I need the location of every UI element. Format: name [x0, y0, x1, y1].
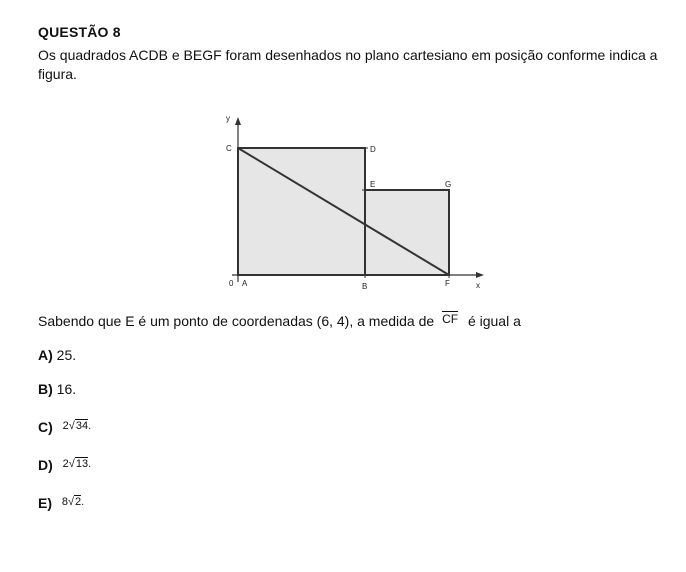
option-value: 2√13.	[62, 458, 92, 470]
y-axis-arrow-icon	[235, 117, 241, 125]
label-y: y	[226, 114, 230, 123]
label-f: F	[445, 279, 450, 288]
option-d[interactable]	[38, 457, 91, 473]
option-value: 16.	[56, 381, 77, 397]
option-letter: E)	[38, 495, 52, 511]
option-letter: D)	[38, 457, 53, 473]
option-b[interactable]	[38, 381, 76, 397]
label-d: D	[370, 145, 376, 154]
squares-figure	[210, 108, 500, 298]
option-a[interactable]	[38, 347, 76, 363]
option-value: 8√2.	[61, 496, 85, 508]
question-intro: Os quadrados ACDB e BEGF foram desenhados no plano cartesiano em posição conforme indica a figura.	[38, 47, 658, 82]
label-g: G	[445, 180, 452, 189]
question-prompt	[38, 313, 521, 329]
prompt-after: é igual a	[467, 313, 521, 329]
option-letter: B)	[38, 381, 53, 397]
x-axis-arrow-icon	[476, 272, 484, 278]
segment-label: CF	[442, 312, 459, 326]
label-a: A	[242, 279, 248, 288]
question-title: QUESTÃO 8	[38, 24, 121, 40]
option-letter: A)	[38, 347, 53, 363]
option-e[interactable]	[38, 495, 84, 511]
option-value: 25.	[56, 347, 77, 363]
option-value: 2√34.	[62, 420, 92, 432]
label-origin: 0	[229, 279, 234, 288]
label-c: C	[226, 144, 232, 153]
prompt-before: Sabendo que E é um ponto de coordenadas (6, 4), a medida de	[38, 313, 435, 329]
option-letter: C)	[38, 419, 53, 435]
square-acdb	[238, 148, 365, 275]
option-c[interactable]	[38, 419, 91, 435]
label-e: E	[370, 180, 376, 189]
label-x: x	[476, 281, 480, 290]
label-b: B	[362, 282, 368, 291]
